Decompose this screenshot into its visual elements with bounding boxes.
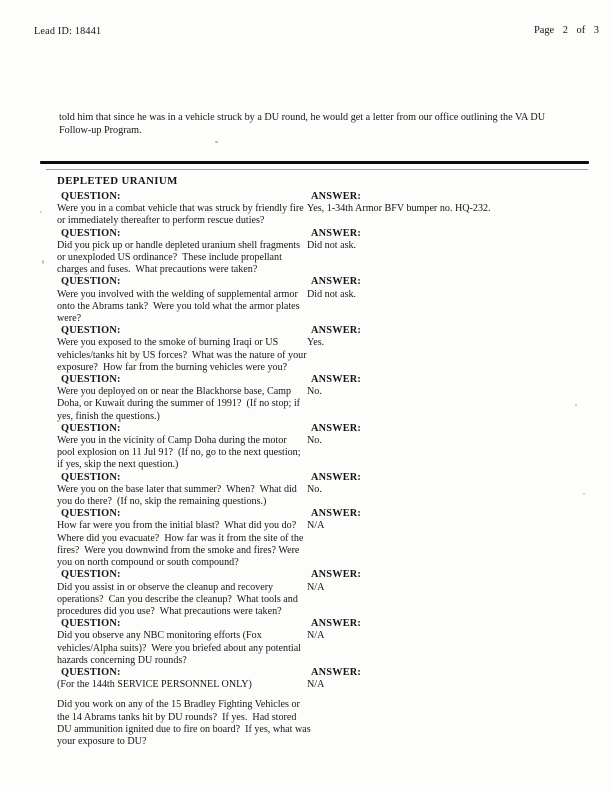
question-column [57,508,307,569]
question-label: QUESTION: [61,569,121,581]
answer-label: ANSWER: [311,227,362,239]
answer-label: ANSWER: [311,422,362,434]
qa-list [57,191,562,691]
answer-column [307,228,562,252]
answer-label: ANSWER: [311,191,362,202]
answer-label: ANSWER: [311,569,362,581]
answer-text: N/A [307,679,325,691]
qa-row [57,276,562,325]
question-text: Were you deployed on or near the Blackhorse base, Camp Doha, or Kuwait during the summer of 1991? (If no stop; if yes, finish the questions.) [57,386,303,422]
answer-column [307,618,562,642]
answer-column [307,667,562,691]
answer-column [307,569,562,593]
question-label: QUESTION: [61,508,121,520]
question-text: Were you involved with the welding of supplemental armor onto the Abrams tank? Were you told what the armor plates were? [57,288,303,325]
scan-artifact [575,404,577,406]
section-title: DEPLETED URANIUM [57,175,178,187]
question-label: QUESTION: [61,618,121,630]
scan-artifact [215,141,218,143]
question-text: Did you pick up or handle depleted uranium shell fragments or unexploded US ordinance? These include propellant charges and fuses. What precautions were taken? [57,239,303,276]
question-label: QUESTION: [61,325,121,337]
question-label: QUESTION: [61,422,121,434]
qa-row [57,667,562,691]
question-text: (For the 144th SERVICE PERSONNEL ONLY) [57,679,252,691]
question-column [57,191,307,228]
lead-id: Lead ID: 18441 [34,26,102,37]
question-text: Were you in the vicinity of Camp Doha during the motor pool explosion on 11 Jul 91? (If no, go to the next question; if yes, skip the next question.) [57,435,304,471]
question-column [57,472,307,509]
question-column [57,325,310,374]
answer-text: No. [307,435,322,447]
question-text: Were you in a combat vehicle that was struck by friendly fire or immediately thereafter to perform rescue duties? [57,203,307,227]
scan-artifact [42,260,44,264]
page-number: Page 2 of 3 [533,25,599,36]
scan-artifact [40,211,42,213]
answer-label: ANSWER: [311,508,362,520]
answer-text: Did not ask. [307,239,357,251]
question-column [57,569,307,618]
answer-text: Did not ask. [307,288,357,300]
divider-thick [40,161,589,164]
question-column [57,423,307,472]
answer-column [307,374,562,398]
question-label: QUESTION: [61,276,121,288]
qa-section [57,191,562,748]
answer-column [307,325,562,349]
question-label: QUESTION: [61,227,121,239]
answer-text: N/A [307,520,325,532]
question-label: QUESTION: [61,191,121,202]
answer-text: N/A [307,630,325,642]
qa-row [57,618,562,667]
answer-label: ANSWER: [311,471,362,483]
scan-artifact [583,493,585,495]
answer-label: ANSWER: [311,276,362,288]
footer-question-paragraph: Did you work on any of the 15 Bradley Fighting Vehicles or the 14 Abrams tanks hit by DU rounds? If yes. Had stored DU ammunition ignited due to fire on board? If yes, what was your exposure to DU? [57,699,314,747]
answer-label: ANSWER: [311,666,362,678]
question-column [57,667,307,691]
answer-text: Yes, 1-34th Armor BFV bumper no. HQ-232. [307,203,491,215]
answer-column [307,423,562,447]
question-text: Were you on the base later that summer? When? What did you do there? (If no, skip the remaining questions.) [57,483,300,508]
intro-paragraph: told him that since he was in a vehicle struck by a DU round, he would get a letter from our office outlining the VA DU Follow-up Program. [59,112,548,136]
answer-text: N/A [307,581,325,593]
question-text: Did you assist in or observe the cleanup and recovery operations? Can you describe the cleanup? What tools and procedures did you use? What precautions were taken? [57,581,301,617]
qa-row [57,191,562,228]
answer-column [307,276,562,300]
question-label: QUESTION: [61,666,121,678]
answer-text: No. [307,386,322,398]
qa-row [57,374,562,423]
question-label: QUESTION: [61,374,121,386]
answer-label: ANSWER: [311,325,362,337]
question-text: Did you observe any NBC monitoring efforts (Fox vehicles/Alpha suits)? Were you briefed about any potential hazards concerning DU rounds? [57,630,304,666]
qa-row [57,423,562,472]
answer-label: ANSWER: [311,618,362,630]
answer-text: No. [307,483,322,495]
qa-row [57,228,562,277]
answer-column [307,508,562,532]
question-column [57,228,307,277]
question-label: QUESTION: [61,471,121,483]
qa-row [57,569,562,618]
question-column [57,276,307,325]
answer-column [307,472,562,496]
qa-row [57,508,562,569]
qa-row [57,325,562,374]
question-column [57,618,307,667]
question-text: Were you exposed to the smoke of burning Iraqi or US vehicles/tanks hit by US forces? What was the nature of your exposure? How far from the burning vehicles were you? [57,337,310,373]
answer-text: Yes. [307,337,325,349]
answer-label: ANSWER: [311,374,362,386]
question-text: How far were you from the initial blast? What did you do? Where did you evacuate? How far was it from the site of the fires? Were you downwind from the smoke and fires? Were you on north compound or south compound? [57,520,306,569]
answer-column [307,191,562,215]
qa-row [57,472,562,509]
question-column [57,374,307,423]
divider-thin [46,169,588,170]
